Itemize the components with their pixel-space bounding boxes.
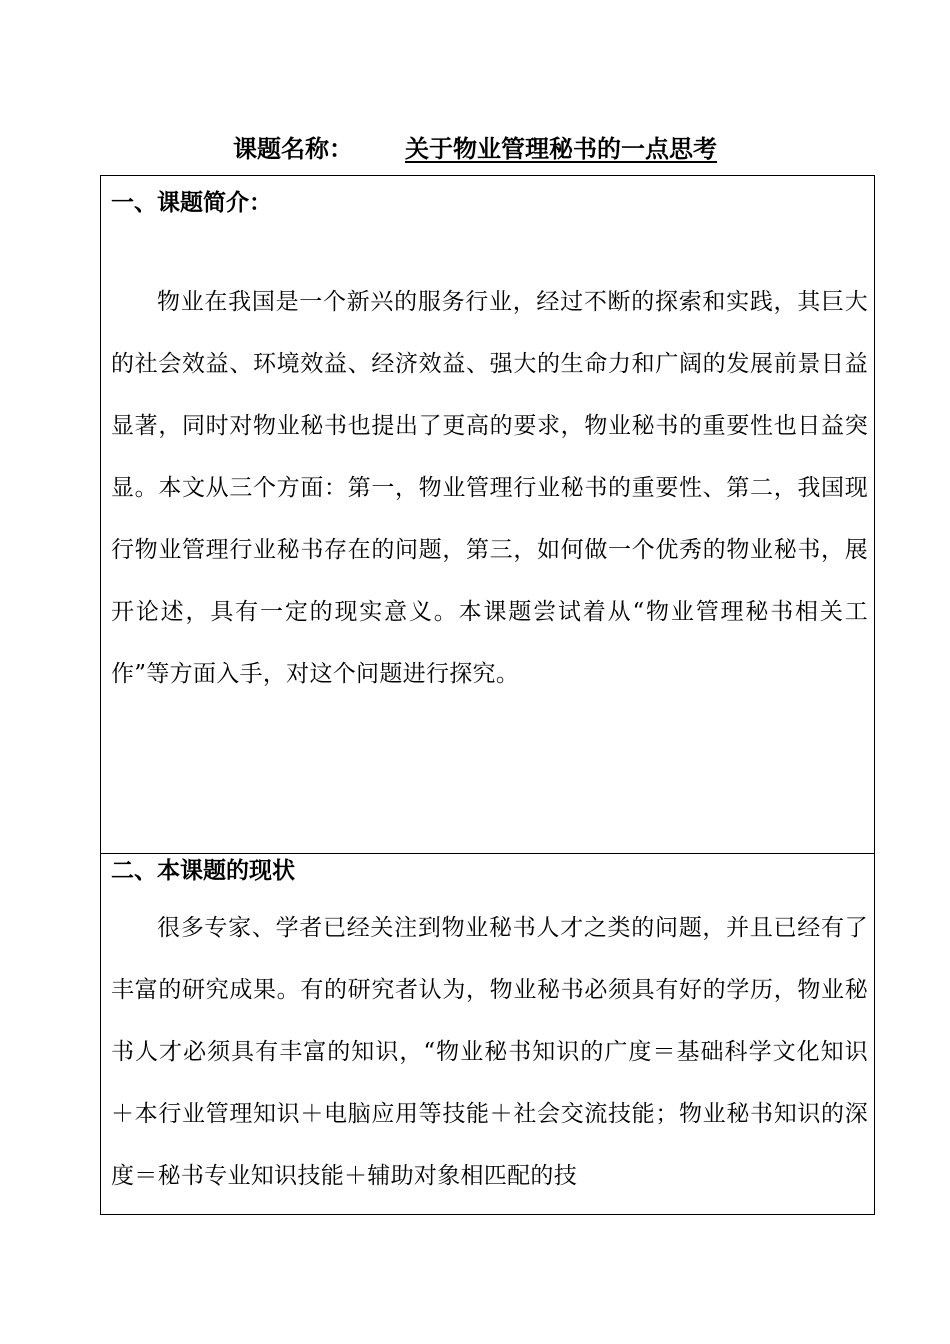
paragraph: 很多专家、学者已经关注到物业秘书人才之类的问题，并且已经有了丰富的研究成果。有的研究者认为，物业秘书必须具有好的学历，物业秘书人才必须具有丰富的知识，“物业秘书知识的广度＝基础科学文化知识＋本行业管理知识＋电脑应用等技能＋社会交流技能；物业秘书知识的深度＝秘书专业知识技能＋辅助对象相匹配的技 [111,915,868,1189]
section-introduction [101,176,874,854]
section-body [111,897,868,1207]
title-label: 课题名称： [233,135,353,163]
page-title [0,132,950,166]
paragraph: 物业在我国是一个新兴的服务行业，经过不断的探索和实践，其巨大的社会效益、环境效益、经济效益、强大的生命力和广阔的发展前景日益显著，同时对物业秘书也提出了更高的要求，物业秘书的重要性也日益突显。本文从三个方面：第一，物业管理行业秘书的重要性、第二，我国现行物业管理行业秘书存在的问题，第三，如何做一个优秀的物业秘书，展开论述，具有一定的现实意义。本课题尝试着从“物业管理秘书相关工作”等方面入手，对这个问题进行探究。 [111,289,868,687]
form-table [100,175,875,1215]
section-body [111,271,868,705]
section-heading: 二、本课题的现状 [111,858,295,884]
section-heading: 一、课题简介： [111,190,272,216]
section-current-status [101,854,874,1214]
title-value: 关于物业管理秘书的一点思考 [405,135,717,163]
